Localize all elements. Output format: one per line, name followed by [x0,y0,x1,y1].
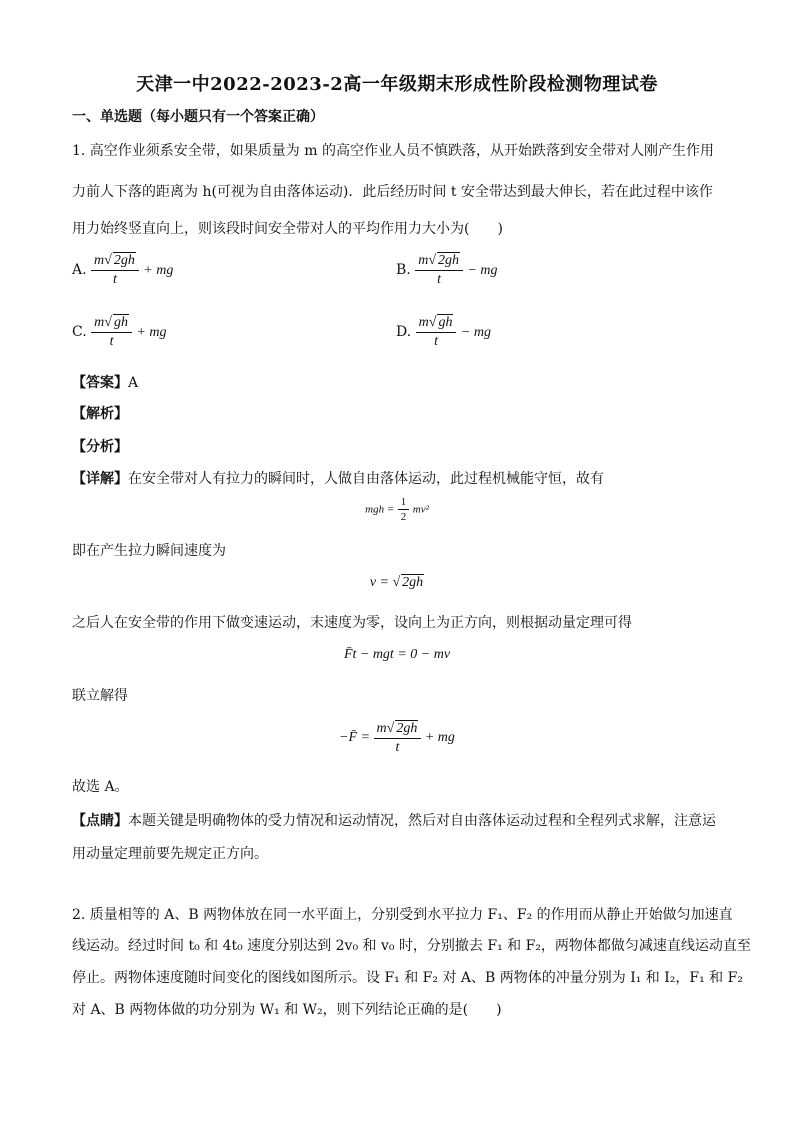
text-velocity: 即在产生拉力瞬间速度为 [72,543,226,559]
answer-value: A [128,375,139,391]
comment-line-1: 【点睛】本题关键是明确物体的受力情况和运动情况，然后对自由落体运动过程和全程列式求解，注意运 [72,813,716,829]
detail-text: 在安全带对人有拉力的瞬间时，人做自由落体运动，此过程机械能守恒，故有 [128,471,604,487]
option-d-fraction: $\frac{m√ gh}{t}$ [416,314,457,350]
option-a-fraction: $\frac{m√ 2gh}{t}$ [91,252,139,288]
detail-tag: 【详解】 [72,471,128,487]
analysis-line [72,403,128,423]
q2-line-1: 2. 质量相等的 A、B 两物体放在同一水平面上，分别受到水平拉力 F₁、F₂ 的作用而从静止开始做匀加速直 [72,907,733,923]
detail-line [72,468,604,488]
page-title: 天津一中2022-2023-2高一年级期末形成性阶段检测物理试卷 [136,74,658,95]
section-heading: 一、单选题（每小题只有一个答案正确） [72,109,324,125]
text-combine: 联立解得 [72,688,128,704]
q2-line-3: 停止。两物体速度随时间变化的图线如图所示。设 F₁ 和 F₂ 对 A、B 两物体的冲量分别为 I₁ 和 I₂，F₁ 和 F₂ [72,970,743,986]
option-a [72,252,173,288]
option-b-fraction: $\frac{m√ 2gh}{t}$ [415,252,463,288]
comment-tag: 【点睛】 [72,813,128,829]
option-d-tail: − mg [460,325,491,340]
equation-1: mgh = $\frac{1}{2}$ mv² [365,496,429,523]
option-c-tail: + mg [136,325,167,340]
analysis-tag: 【解析】 [72,406,128,422]
q1-line-1: 1. 高空作业须系安全带，如果质量为 m 的高空作业人员不慎跌落，从开始跌落到安全带对人刚产生作用 [72,143,714,159]
answer-line [72,372,138,392]
fenxi-line [72,436,128,456]
text-momentum: 之后人在安全带的作用下做变速运动，末速度为零，设向上为正方向，则根据动量定理可得 [72,615,632,631]
answer-tag: 【答案】 [72,375,128,391]
option-c-fraction: $\frac{m√ gh}{t}$ [91,314,132,350]
option-c [72,314,166,350]
q1-line-2: 力前人下落的距离为 h(可视为自由落体运动)．此后经历时间 t 安全带达到最大伸长，若在此过程中该作 [72,184,713,200]
fenxi-tag: 【分析】 [72,439,128,455]
option-a-label: A. [72,262,87,278]
q2-line-2: 线运动。经过时间 t₀ 和 4t₀ 速度分别达到 2v₀ 和 v₀ 时，分别撤去 F₁ 和 F₂，两物体都做匀减速直线运动直至 [72,938,751,954]
equation-4: −F̄ = $\frac{m√ 2gh}{t}$ + mg [339,721,455,755]
option-d-label: D. [396,324,412,340]
option-b-tail: − mg [467,263,498,278]
equation-2: v = √ 2gh [369,575,424,590]
q1-line-3: 用力始终竖直向上，则该段时间安全带对人的平均作用力大小为( ) [72,221,503,237]
text-choice: 故选 A。 [72,779,129,795]
equation-3: F̄t − mgt = 0 − mv [343,647,451,662]
option-b-label: B. [396,262,411,278]
option-c-label: C. [72,324,87,340]
option-b [396,252,498,288]
option-a-tail: + mg [143,263,174,278]
q2-line-4: 对 A、B 两物体做的功分别为 W₁ 和 W₂，则下列结论正确的是( ) [72,1002,502,1018]
comment-line-2: 用动量定理前要先规定正方向。 [72,846,268,862]
option-d [396,314,491,350]
